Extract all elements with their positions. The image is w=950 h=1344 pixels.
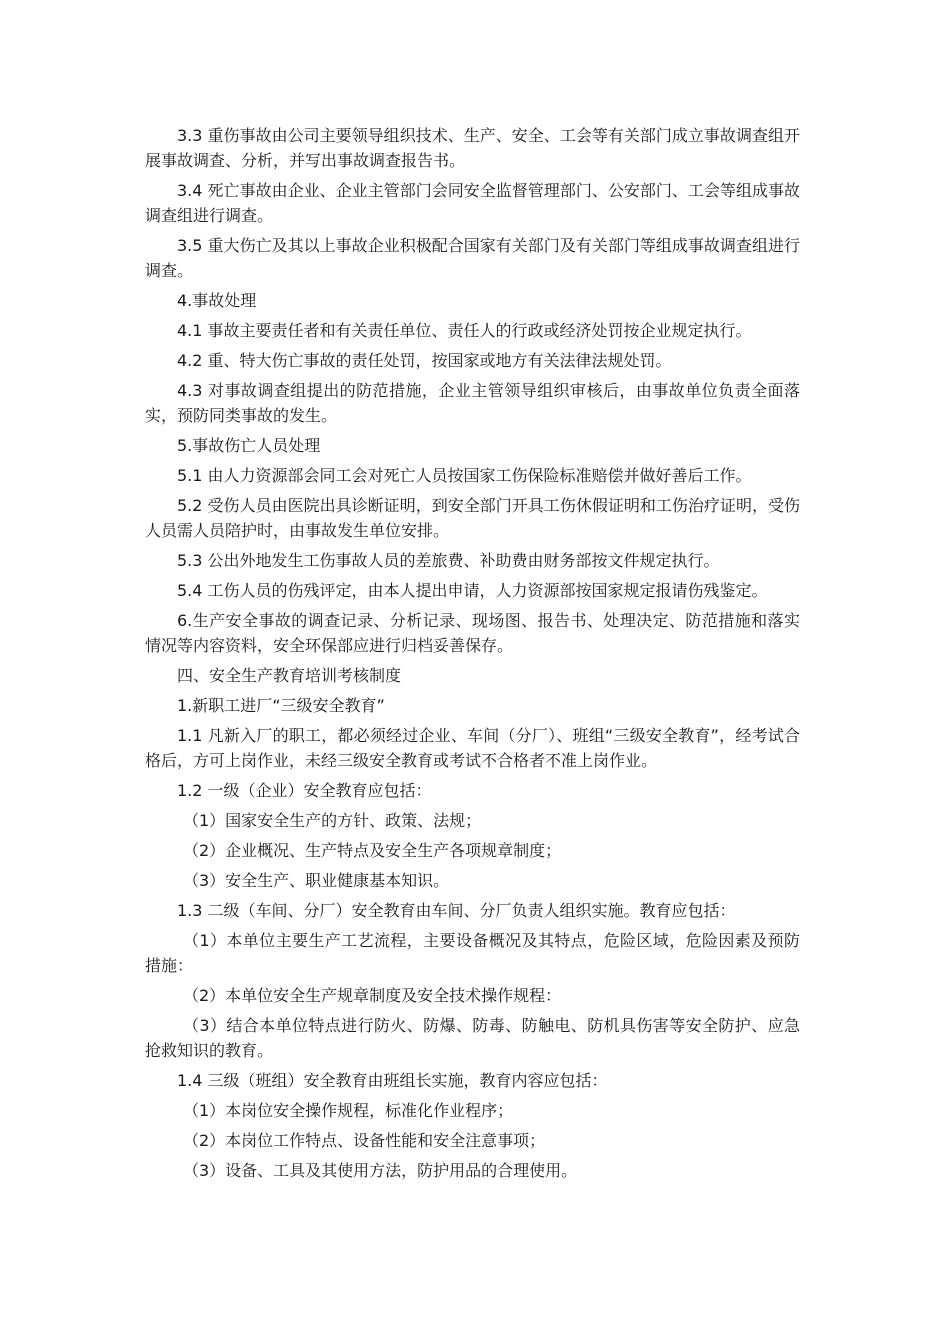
paragraph-4-2: 4.2 重、特大伤亡事故的责任处罚，按国家或地方有关法律法规处罚。	[177, 351, 672, 370]
section-heading-casualty-handling: 5.事故伤亡人员处理	[177, 436, 321, 455]
paragraph-4-1: 4.1 事故主要责任者和有关责任单位、责任人的行政或经济处罚按企业规定执行。	[177, 321, 752, 340]
section-heading-three-level-education: 1.新职工进厂“三级安全教育”	[177, 696, 385, 715]
paragraph-1-1: 1.1 凡新入厂的职工，都必须经过企业、车间（分厂）、班组“三级安全教育”，经考试合格后，方可上岗作业，未经三级安全教育或考试不合格者不准上岗作业。	[145, 726, 800, 770]
list-item: （2）本岗位工作特点、设备性能和安全注意事项；	[183, 1131, 546, 1150]
paragraph-1-2: 1.2 一级（企业）安全教育应包括：	[177, 781, 432, 800]
section-heading-accident-handling: 4.事故处理	[177, 291, 257, 310]
paragraph-3-3: 3.3 重伤事故由公司主要领导组织技术、生产、安全、工会等有关部门成立事故调查组开展事故调查、分析，并写出事故调查报告书。	[145, 126, 800, 170]
list-item: （3）安全生产、职业健康基本知识。	[183, 871, 450, 890]
chapter-heading-training: 四、安全生产教育培训考核制度	[177, 666, 402, 685]
paragraph-1-3: 1.3 二级（车间、分厂）安全教育由车间、分厂负责人组织实施。教育应包括：	[177, 901, 736, 920]
paragraph-5-4: 5.4 工伤人员的伤残评定，由本人提出申请，人力资源部按国家规定报请伤残鉴定。	[177, 581, 768, 600]
paragraph-4-3: 4.3 对事故调查组提出的防范措施，企业主管领导组织审核后，由事故单位负责全面落实，预防同类事故的发生。	[145, 381, 800, 425]
list-item: （1）本岗位安全操作规程，标准化作业程序；	[183, 1101, 514, 1120]
paragraph-5-1: 5.1 由人力资源部会同工会对死亡人员按国家工伤保险标准赔偿并做好善后工作。	[177, 466, 752, 485]
paragraph-6: 6.生产安全事故的调查记录、分析记录、现场图、报告书、处理决定、防范措施和落实情况等内容资料，安全环保部应进行归档妥善保存。	[145, 611, 800, 655]
list-item: （2）本单位安全生产规章制度及安全技术操作规程：	[183, 986, 562, 1005]
paragraph-3-4: 3.4 死亡事故由企业、企业主管部门会同安全监督管理部门、公安部门、工会等组成事故调查组进行调查。	[145, 181, 800, 225]
list-item: （1）国家安全生产的方针、政策、法规；	[183, 811, 482, 830]
paragraph-1-4: 1.4 三级（班组）安全教育由班组长实施，教育内容应包括：	[177, 1071, 608, 1090]
list-item: （3）结合本单位特点进行防火、防爆、防毒、防触电、防机具伤害等安全防护、应急抢救知识的教育。	[145, 1016, 800, 1060]
paragraph-3-5: 3.5 重大伤亡及其以上事故企业积极配合国家有关部门及有关部门等组成事故调查组进行调查。	[145, 236, 800, 280]
paragraph-5-2: 5.2 受伤人员由医院出具诊断证明，到安全部门开具工伤休假证明和工伤治疗证明，受伤人员需人员陪护时，由事故发生单位安排。	[145, 496, 800, 540]
document-body	[145, 123, 800, 1188]
list-item: （1）本单位主要生产工艺流程，主要设备概况及其特点，危险区域，危险因素及预防措施：	[145, 931, 800, 975]
list-item: （2）企业概况、生产特点及安全生产各项规章制度；	[183, 841, 562, 860]
list-item: （3）设备、工具及其使用方法，防护用品的合理使用。	[183, 1161, 578, 1180]
paragraph-5-3: 5.3 公出外地发生工伤事故人员的差旅费、补助费由财务部按文件规定执行。	[177, 551, 720, 570]
